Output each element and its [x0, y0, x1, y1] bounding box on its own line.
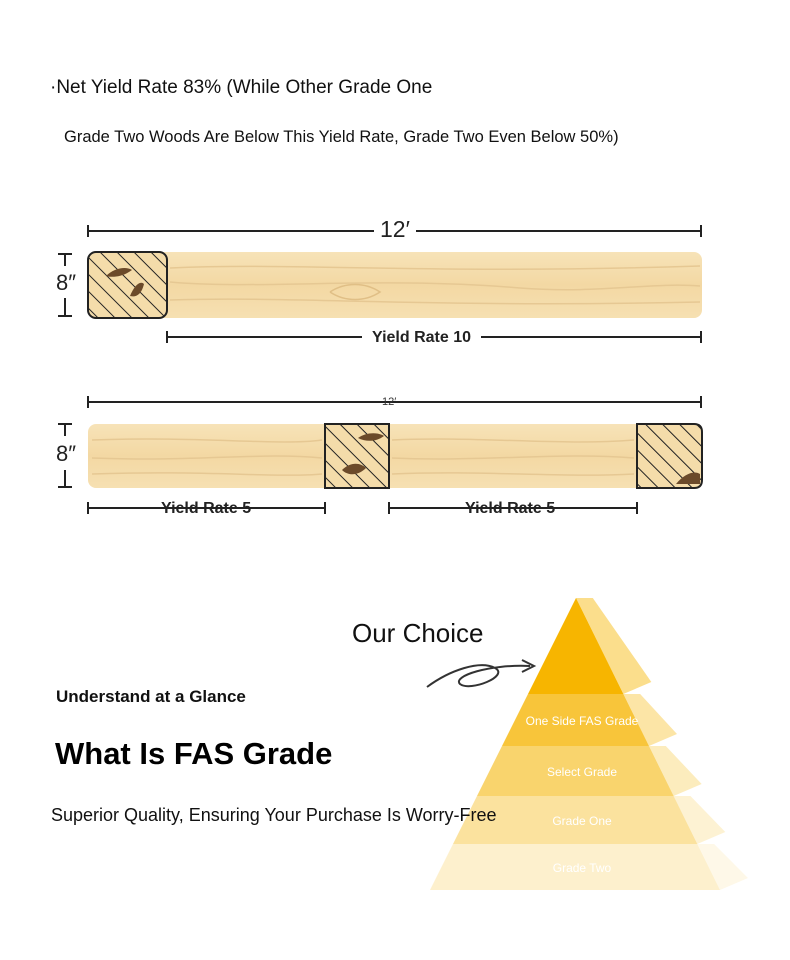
board1-width-label: 8″	[56, 270, 77, 295]
board1-yield-label: Yield Rate 10	[362, 329, 481, 347]
glance-subheading: Understand at a Glance	[56, 687, 246, 706]
board2-width-label: 8″	[56, 441, 77, 466]
board2	[88, 424, 702, 488]
yield-subheadline: Grade Two Woods Are Below This Yield Rate, Grade Two Even Below 50%)	[64, 128, 619, 146]
our-choice-label: Our Choice	[352, 618, 484, 648]
yield-headline: ·Net Yield Rate 83% (While Other Grade One	[50, 77, 433, 98]
board2-yield-left-label: Yield Rate 5	[161, 500, 252, 517]
board2-middle-defect-section	[325, 424, 389, 488]
arrow-icon	[427, 665, 530, 687]
pyramid-level-label: Grade Two	[552, 861, 612, 875]
board2-length-label: 12′	[382, 396, 397, 408]
pyramid-level-label: Grade One	[552, 814, 612, 828]
pyramid-level-label: Select Grade	[546, 765, 618, 779]
pyramid-level-label: One Side FAS Grade	[525, 714, 639, 728]
board2-yield-right-label: Yield Rate 5	[465, 500, 556, 517]
fas-tagline: Superior Quality, Ensuring Your Purchase Is Worry-Free	[51, 805, 497, 825]
fas-title: What Is FAS Grade	[55, 736, 333, 771]
board1-defect-section	[88, 252, 167, 318]
board1	[88, 252, 702, 318]
board1-length-label: 12′	[374, 216, 416, 243]
